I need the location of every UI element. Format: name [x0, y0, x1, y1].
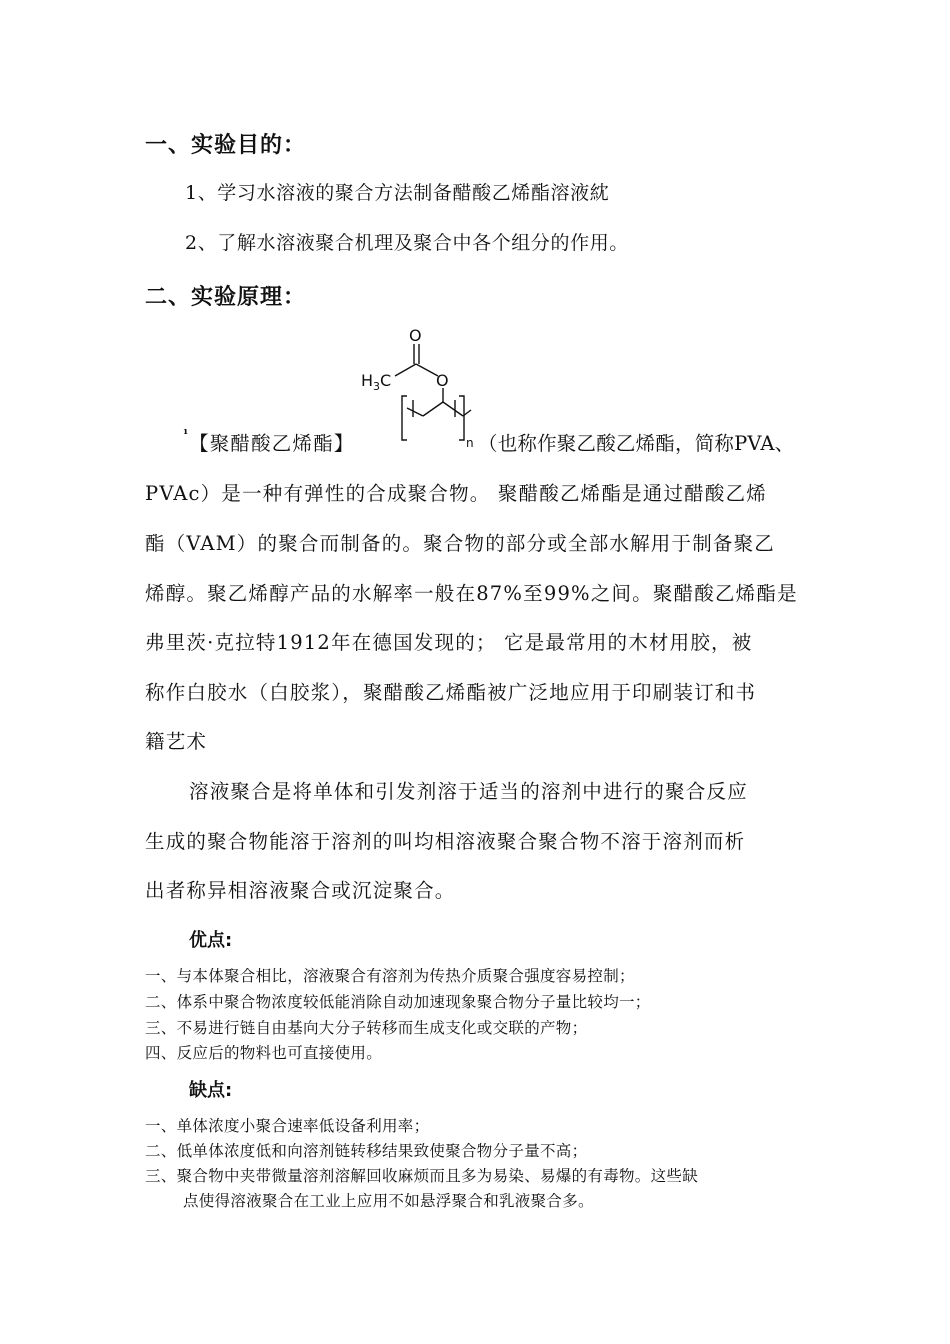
- formula-subscript-n: n: [466, 436, 474, 450]
- para2-line-1: 溶液聚合是将单体和引发剂溶于适当的溶剂中进行的聚合反应: [189, 780, 748, 803]
- advantages-title: 优点:: [189, 930, 233, 951]
- advantage-item: 二、体系中聚合物浓度较低能消除自动加速现象聚合物分子量比较均一；: [145, 993, 651, 1011]
- section-1-title: 一、实验目的：: [145, 133, 307, 158]
- advantage-item: 三、不易进行链自由基向大分子转移而生成支化或交联的产物；: [145, 1019, 588, 1037]
- formula-o-top: O: [409, 326, 422, 345]
- disadvantages-title: 缺点:: [189, 1080, 233, 1101]
- disadvantage-item: 一、单体浓度小聚合速率低设备利用率；: [145, 1117, 430, 1135]
- para1-line-2: PVAc）是一种有弹性的合成聚合物。 聚醋酸乙烯酯是通过醋酸乙烯: [145, 482, 767, 505]
- para1-line-7: 籍艺术: [145, 730, 208, 753]
- pvac-structural-formula: [355, 320, 495, 455]
- para1-line-4: 烯醇。聚乙烯醇产品的水解率一般在87%至99%之间。聚醋酸乙烯酯是: [145, 582, 798, 605]
- para1-line-3: 酯（VAM）的聚合而制备的。聚合物的部分或全部水解用于制备聚乙: [145, 532, 776, 555]
- para2-line-3: 出者称异相溶液聚合或沉淀聚合。: [145, 879, 456, 902]
- para1-line-6: 称作白胶水（白胶浆），聚醋酸乙烯酯被广泛地应用于印刷装订和书: [145, 681, 757, 704]
- advantage-item: 一、与本体聚合相比，溶液聚合有溶剂为传热介质聚合强度容易控制；: [145, 967, 635, 985]
- disadvantage-item-continued: 点使得溶液聚合在工业上应用不如悬浮聚合和乳液聚合多。: [183, 1192, 594, 1210]
- objective-item-2: 2、了解水溶液聚合机理及聚合中各个组分的作用。: [185, 232, 629, 254]
- formula-h3c-3: 3: [373, 380, 380, 393]
- footnote-mark: ¹: [183, 427, 189, 441]
- para1-line-5: 弗里茨·克拉特1912年在德国发现的； 它是最常用的木材用胶，被: [145, 631, 753, 654]
- formula-h3c-c: C: [380, 371, 392, 390]
- pvac-term: 【聚醋酸乙烯酯】: [189, 432, 355, 455]
- para1-line-1-tail: （也称作聚乙酸乙烯酯，简称PVA、: [478, 432, 795, 455]
- disadvantage-item: 二、低单体浓度低和向溶剂链转移结果致使聚合物分子量不高；: [145, 1142, 588, 1160]
- objective-item-1: 1、学习水溶液的聚合方法制备醋酸乙烯酯溶液紞: [185, 182, 610, 204]
- disadvantage-item: 三、聚合物中夹带微量溶剂溶解回收麻烦而且多为易染、易爆的有毒物。这些缺: [145, 1167, 699, 1185]
- advantage-item: 四、反应后的物料也可直接使用。: [145, 1044, 383, 1062]
- para2-line-2: 生成的聚合物能溶于溶剂的叫均相溶液聚合聚合物不溶于溶剂而析: [145, 830, 746, 853]
- section-2-title: 二、实验原理：: [145, 285, 307, 310]
- formula-h3c-h: H: [361, 371, 374, 390]
- formula-o: O: [436, 371, 449, 390]
